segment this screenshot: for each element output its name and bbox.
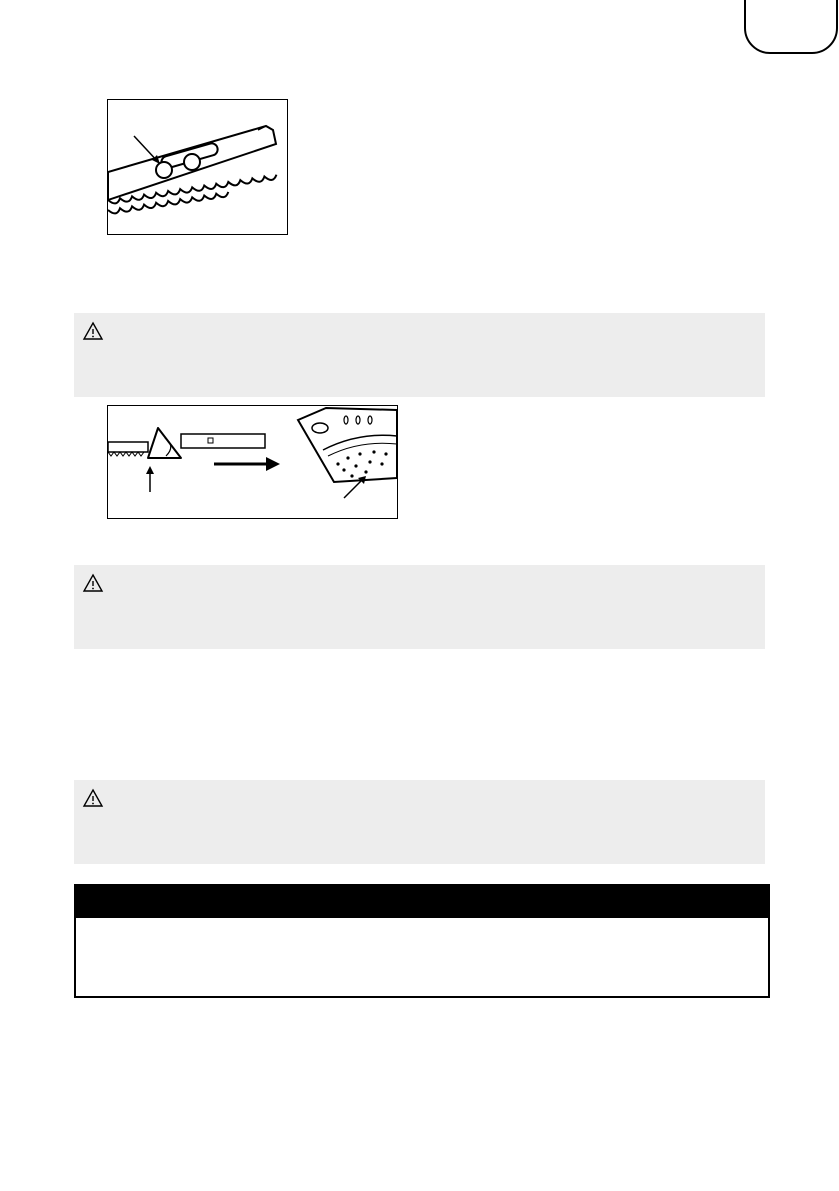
page-edge-tab bbox=[744, 0, 838, 54]
warning-triangle-icon bbox=[82, 321, 104, 341]
warning-box bbox=[74, 780, 765, 864]
warning-triangle-icon bbox=[82, 573, 104, 593]
sanding-pad-mount-figure bbox=[107, 405, 398, 519]
warning-box bbox=[74, 565, 765, 649]
notice-header-bar bbox=[76, 886, 768, 918]
warning-triangle-icon bbox=[82, 788, 104, 808]
saw-blade-slot-figure bbox=[107, 99, 288, 235]
saw-blade-illustration bbox=[108, 100, 287, 234]
notice-box bbox=[74, 884, 770, 998]
warning-box bbox=[74, 313, 765, 397]
sanding-pad-illustration bbox=[108, 406, 397, 518]
